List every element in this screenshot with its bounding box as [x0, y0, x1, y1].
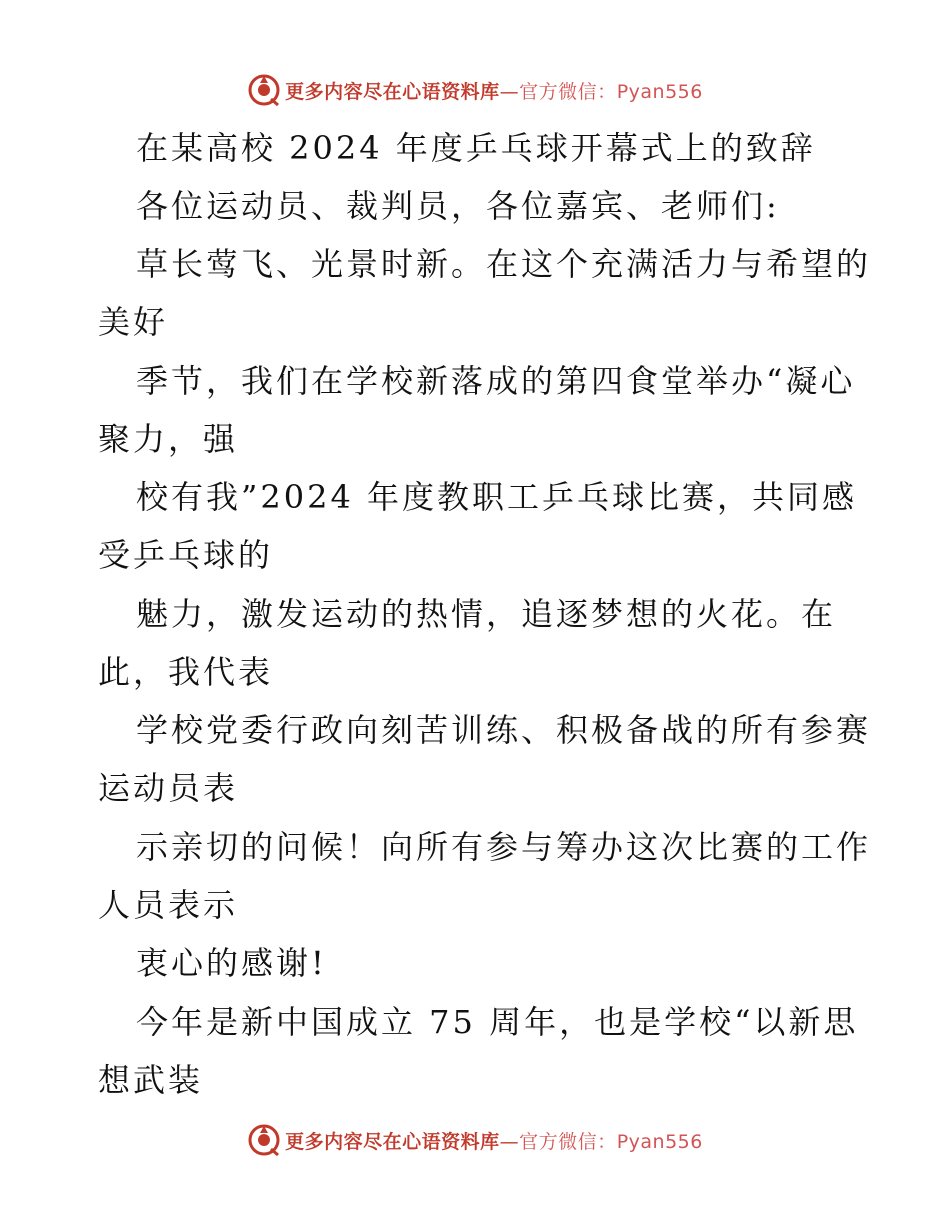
text-line: 美好: [98, 303, 169, 341]
text-line: 聚力，强: [98, 420, 239, 458]
text-line: 衷心的感谢!: [136, 944, 327, 982]
wechat-id: Pyan556: [616, 1130, 703, 1153]
text-line: 学校党委行政向刻苦训练、积极备战的所有参赛: [136, 711, 872, 749]
wechat-label: 官方微信：: [519, 80, 617, 103]
text-line: 示亲切的问候！向所有参与筹办这次比赛的工作: [136, 828, 872, 866]
text-line: 草长莺飞、光景时新。在这个充满活力与希望的: [136, 245, 872, 283]
brand-text: 更多内容尽在心语资料库: [285, 80, 500, 103]
document-title: 在某高校 2024 年度乒乓球开幕式上的致辞: [136, 129, 816, 167]
salutation: 各位运动员、裁判员，各位嘉宾、老师们:: [136, 187, 780, 225]
text-line: 季节，我们在学校新落成的第四食堂举办“凝心: [136, 362, 856, 400]
brand-text: 更多内容尽在心语资料库: [285, 1130, 500, 1153]
text-line: 想武装: [98, 1061, 204, 1099]
text-line: 校有我”2024 年度教职工乒乓球比赛，共同感: [136, 478, 857, 516]
text-line: 今年是新中国成立 75 周年，也是学校“以新思: [136, 1003, 859, 1041]
wechat-id: Pyan556: [616, 80, 703, 103]
brand-logo-icon: [247, 73, 281, 107]
text-line: 此，我代表: [98, 653, 274, 691]
header-watermark-banner: [0, 70, 950, 110]
banner-separator: —: [499, 1130, 520, 1153]
brand-logo-icon: [247, 1123, 281, 1157]
text-line: 魅力，激发运动的热情，追逐梦想的火花。在: [136, 595, 837, 633]
text-line: 人员表示: [98, 886, 239, 924]
footer-watermark-banner: [0, 1120, 950, 1160]
text-line: 受乒乓球的: [98, 536, 274, 574]
text-line: 运动员表: [98, 769, 239, 807]
wechat-label: 官方微信：: [519, 1130, 617, 1153]
banner-separator: —: [499, 80, 520, 103]
